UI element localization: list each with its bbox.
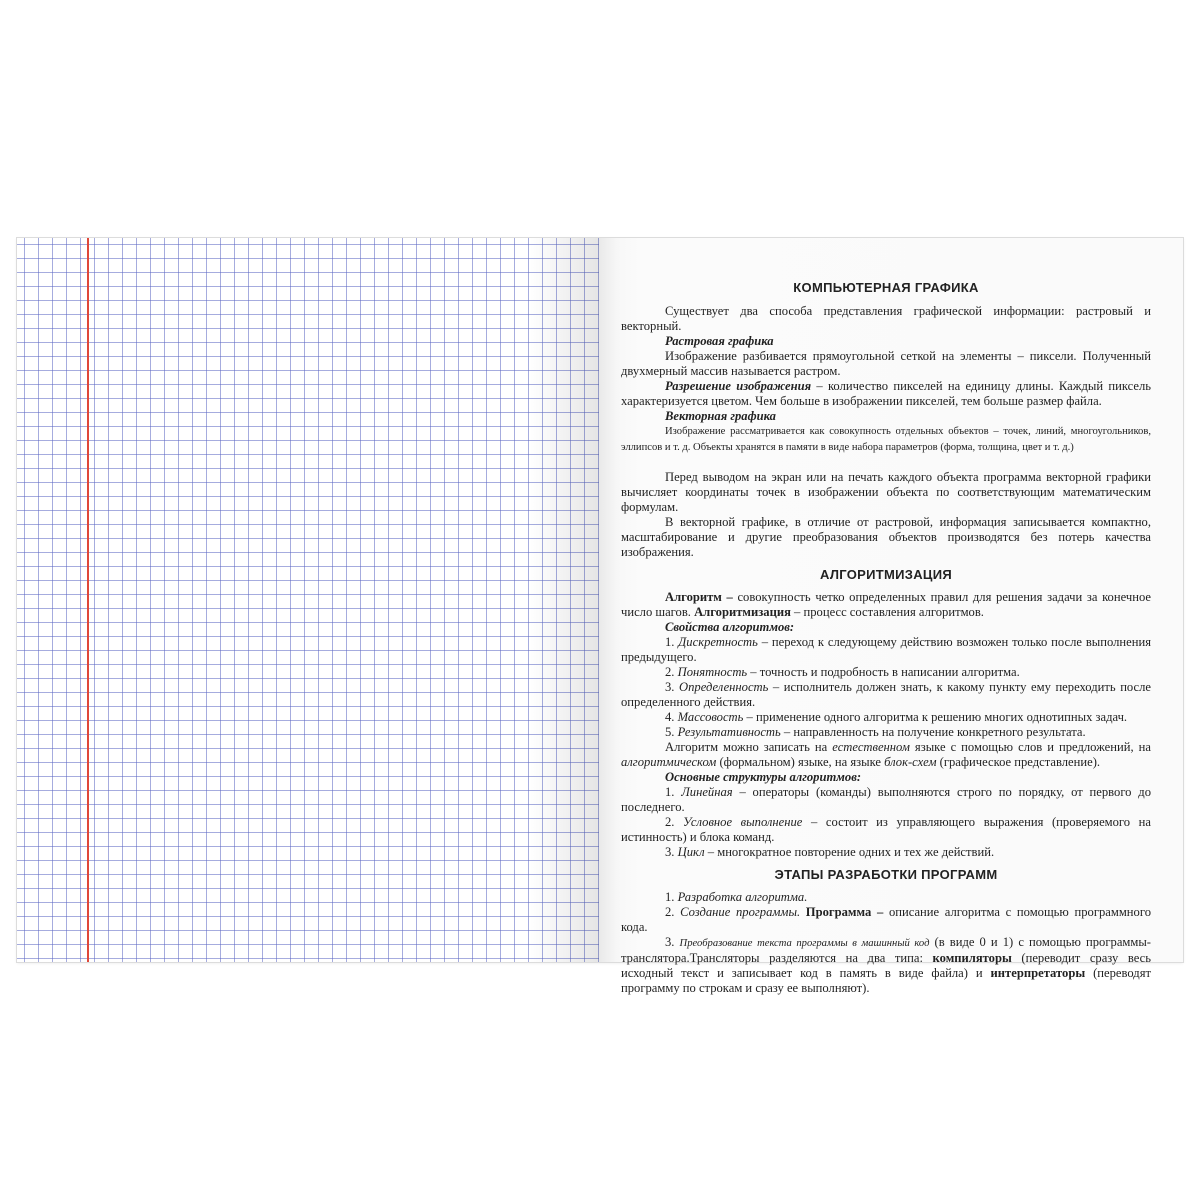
page-fold-shadow <box>529 238 599 962</box>
list-item: 4. Массовость – применение одного алгоритма к решению многих однотипных задач. <box>665 710 1128 724</box>
list-item: 2. Создание программы. Программа – описание алгоритма с помощью программного кода. <box>621 905 1151 934</box>
paragraph: Алгоритм – совокупность четко определенных правил для решения задачи за конечное число шагов. Алгоритмизация – процесс составления алгоритмов. <box>621 590 1151 619</box>
paragraph: Изображение рассматривается как совокупность отдельных объектов – точек, линий, многоугольников, эллипсов и т. д. Объекты хранятся в памяти в виде набора параметров (форма, толщина, цвет и т. д.) <box>621 426 1151 453</box>
margin-line <box>87 238 89 962</box>
subheading-vector: Векторная графика <box>665 409 776 423</box>
paragraph: В векторной графике, в отличие от растровой, информация записывается компактно, масштабирование и другие преобразования объектов производятся без потерь качества изображения. <box>621 515 1151 559</box>
info-page <box>599 238 1183 995</box>
list-item: 3. Цикл – многократное повторение одних и тех же действий. <box>665 845 995 859</box>
list-item: 3. Преобразование текста программы в машинный код (в виде 0 и 1) с помощью программы-транслятора.Трансляторы разделяются на два типа: компиляторы (переводит сразу весь исходный текст и записывает код в память в виде файла) и интерпретаторы (переводят программу по строкам и сразу ее выполняют). <box>621 935 1151 995</box>
subheading-structures: Основные структуры алгоритмов: <box>665 770 862 784</box>
list-item: 5. Результативность – направленность на получение конкретного результата. <box>665 725 1086 739</box>
subheading-raster: Растровая графика <box>665 334 774 348</box>
list-item: 1. Дискретность – переход к следующему действию возможен только после выполнения предыдущего. <box>621 635 1152 664</box>
paragraph: Существует два способа представления графической информации: растровый и векторный. <box>621 304 1151 333</box>
section-title-computer-graphics: КОМПЬЮТЕРНАЯ ГРАФИКА <box>793 280 979 295</box>
list-item: 2. Понятность – точность и подробность в написании алгоритма. <box>665 665 1020 679</box>
section-title-algorithmization: АЛГОРИТМИЗАЦИЯ <box>819 567 953 582</box>
list-item: 1. Линейная – операторы (команды) выполняются строго по порядку, от первого до последнего. <box>621 785 1151 814</box>
subheading-properties: Свойства алгоритмов: <box>665 620 795 634</box>
paragraph: Алгоритм можно записать на естественном языке с помощью слов и предложений, на алгоритмическом (формальном) языке, на языке блок-схем (графическое представление). <box>621 740 1151 769</box>
paragraph: Разрешение изображения – количество пикселей на единицу длины. Каждый пиксель характеризуется цветом. Чем больше в изображении пикселей, тем больше размер файла. <box>621 379 1151 408</box>
paragraph: Перед выводом на экран или на печать каждого объекта программа векторной графики вычисляет координаты точек в изображении объекта по соответствующим математическим формулам. <box>621 470 1151 514</box>
list-item: 1. Разработка алгоритма. <box>665 890 808 904</box>
list-item: 3. Определенность – исполнитель должен знать, к какому пункту ему переходить после определенного действия. <box>621 680 1152 709</box>
list-item: 2. Условное выполнение – состоит из управляющего выражения (проверяемого на истинность) и блока команд. <box>621 815 1152 844</box>
grid-page <box>17 238 599 962</box>
section-title-program-development: ЭТАПЫ РАЗРАБОТКИ ПРОГРАММ <box>774 867 998 882</box>
paragraph: Изображение разбивается прямоугольной сеткой на элементы – пиксели. Полученный двухмерный массив называется растром. <box>621 349 1151 378</box>
reference-text <box>621 278 1151 996</box>
notebook-spread <box>17 238 1183 995</box>
